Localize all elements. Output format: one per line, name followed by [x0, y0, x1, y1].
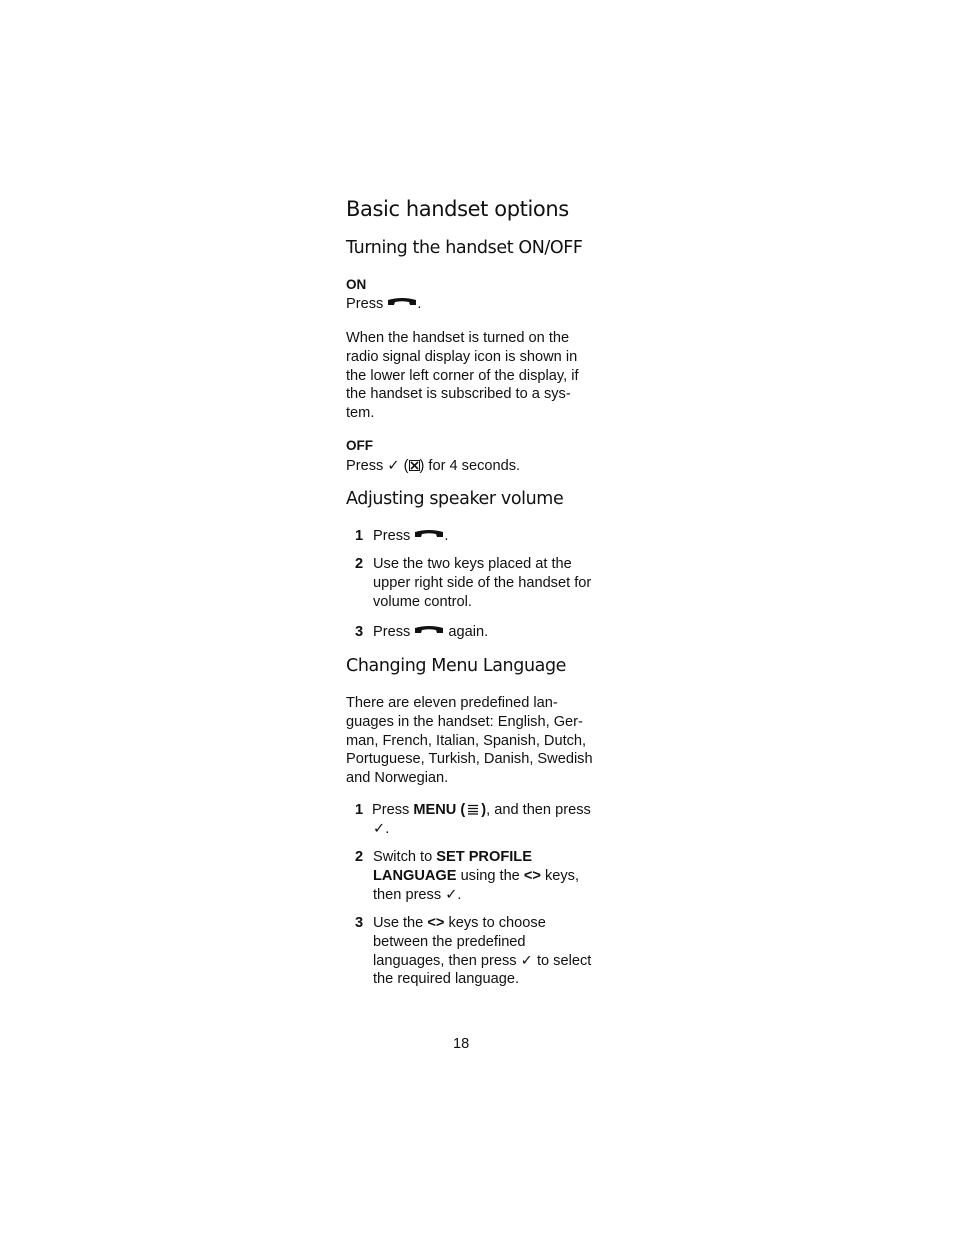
language-step-2: 2 Switch to SET PROFILE LANGUAGE using the <> keys, then press ✓. — [355, 849, 580, 903]
menu-icon — [467, 804, 479, 815]
page-title: Basic handset options — [346, 197, 569, 221]
page-number: 18 — [453, 1036, 470, 1052]
language-intro: There are eleven predefined lan- guages in the handset: English, Ger- man, French, Italian, Spanish, Dutch, Portuguese, Turkish, Danish, Swedish and Norwegian. — [346, 695, 593, 787]
volume-step-2: 2 Use the two keys placed at the upper right side of the handset for volume control. — [355, 556, 592, 610]
cross-box-icon — [409, 460, 420, 471]
language-step-1: 1 Press MENU ( ), and then press ✓. — [355, 802, 591, 837]
phone-icon — [414, 625, 444, 637]
off-label: OFF — [346, 438, 373, 453]
off-instruction: Press ✓ ( ) for 4 seconds. — [346, 458, 521, 474]
on-label: ON — [346, 277, 367, 292]
section-heading-onoff: Turning the handset ON/OFF — [346, 238, 583, 258]
section-heading-language: Changing Menu Language — [346, 656, 567, 676]
language-step-3: 3 Use the <> keys to choose between the predefined languages, then press ✓ to select the required language. — [355, 915, 592, 988]
phone-icon — [387, 297, 417, 309]
on-instruction: Press . — [346, 296, 422, 312]
phone-icon — [414, 529, 444, 541]
on-press-text: Press — [346, 296, 384, 312]
section-heading-volume: Adjusting speaker volume — [346, 489, 564, 509]
volume-step-1: 1 Press . — [355, 528, 449, 544]
on-paragraph: When the handset is turned on the radio signal display icon is shown in the lower left corner of the display, if the handset is subscribed to a sys- tem. — [346, 330, 579, 422]
volume-step-3: 3 Press again. — [355, 624, 489, 640]
